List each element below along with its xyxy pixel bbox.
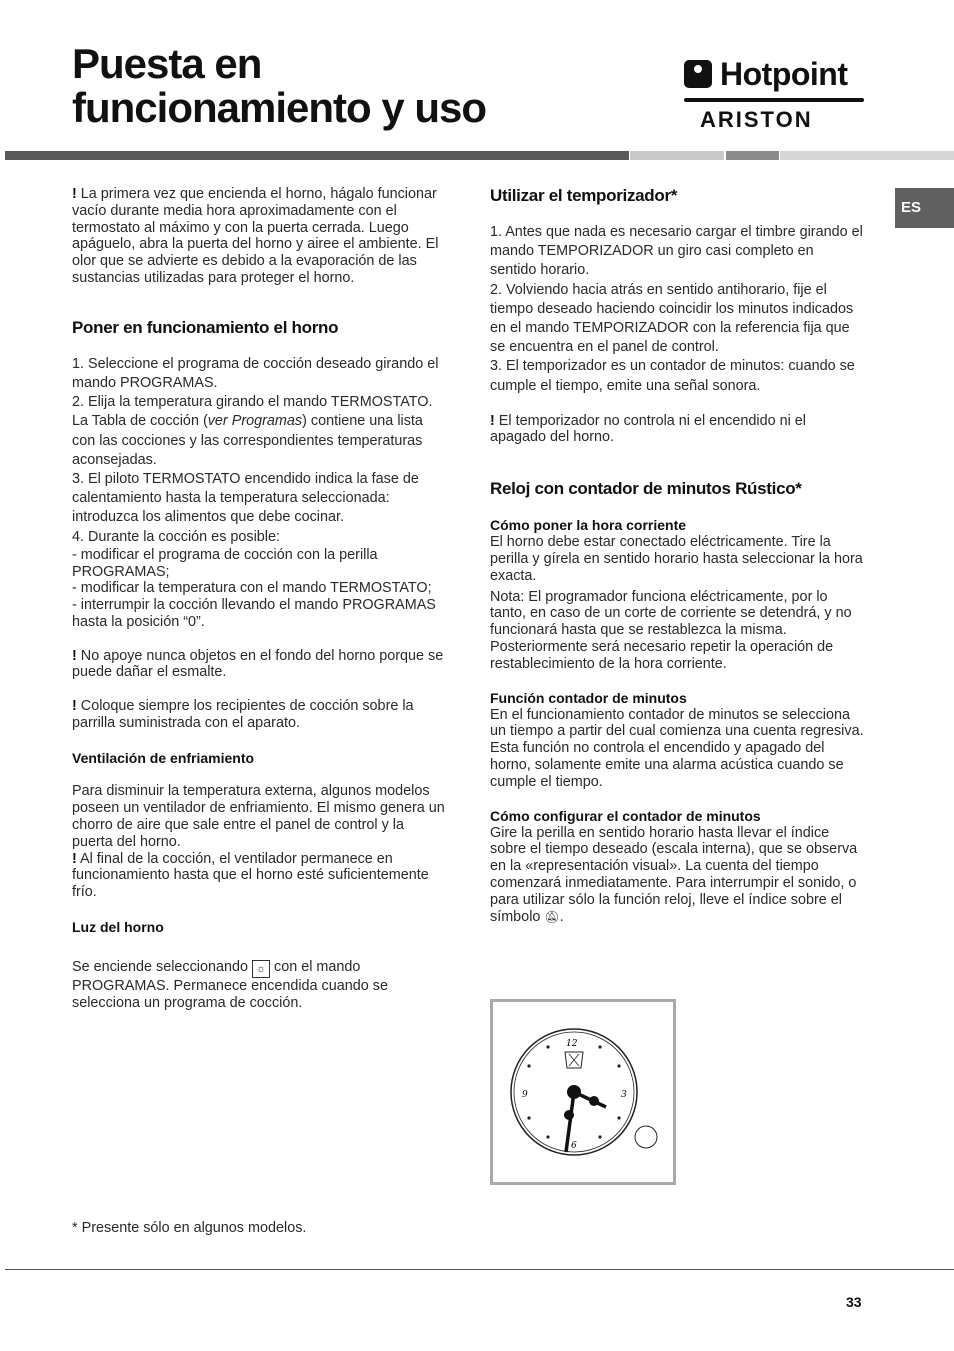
dial-number-9: 9 bbox=[522, 1090, 528, 1100]
dial-tick bbox=[546, 1045, 549, 1048]
page-title-line1: Puesta en bbox=[72, 40, 262, 87]
timer-title: Utilizar el temporizador* bbox=[490, 186, 678, 205]
start-oven-steps bbox=[72, 355, 446, 547]
timer-step-2: 2. Volviendo hacia atrás en sentido antihorario, fije el tiempo deseado haciendo coincidir los minutos indicados en el mando TEMPORIZADOR con la referencia fija que se encuentra en el panel de control. bbox=[490, 281, 854, 356]
step-4-c: - interrumpir la cocción llevando el mando PROGRAMAS hasta la posición “0”. bbox=[72, 597, 436, 630]
brand-logo bbox=[684, 56, 864, 136]
header-bar-end bbox=[780, 151, 954, 160]
section-title-start-oven: Poner en funcionamiento el horno bbox=[72, 317, 339, 337]
warning-mark: ! bbox=[72, 186, 77, 202]
header-bar-mid bbox=[726, 151, 779, 160]
dial-tick bbox=[527, 1064, 530, 1067]
configure-counter-title: Cómo configurar el contador de minutos bbox=[490, 807, 761, 824]
set-time-title: Cómo poner la hora corriente bbox=[490, 517, 687, 534]
page-number: 33 bbox=[846, 1294, 862, 1310]
configure-counter-text: Gire la perilla en sentido horario hasta llevar el índice sobre el tiempo deseado (escala interna), que se observa en la «representación visual». La cuenta del tiempo comenzará inmediatamente. Para interrumpir el sonido, o para utilizar sólo la función reloj, lleve el índice sobre el símbolo 🔕︎. bbox=[490, 824, 858, 925]
step-1: 1. Seleccione el programa de cocción deseado girando el mando PROGRAMAS. bbox=[72, 355, 439, 391]
minute-counter-text: En el funcionamiento contador de minutos se selecciona un tiempo a partir del cual comienza una cuenta regresiva. Esta función no controla el encendido y apagado del horno, solamente emite una alarma acústica cuando se cumple el tiempo. bbox=[490, 706, 864, 790]
warning-rack: ! Coloque siempre los recipientes de cocción sobre la parrilla suministrada con el aparato. bbox=[72, 697, 414, 731]
brand-divider bbox=[684, 98, 864, 102]
clock-title: Reloj con contador de minutos Rústico* bbox=[490, 479, 802, 499]
dial-tick bbox=[598, 1045, 601, 1048]
page-title bbox=[72, 42, 486, 130]
right-column bbox=[490, 186, 864, 925]
vent-warning: ! Al final de la cocción, el ventilador permanece en funcionamiento hasta que el horno esté suficientemente frío. bbox=[72, 850, 429, 901]
light-title: Luz del horno bbox=[72, 918, 164, 935]
clock-illustration bbox=[490, 999, 676, 1185]
header-bar-light bbox=[630, 151, 724, 160]
warning-enamel: ! No apoye nunca objetos en el fondo del horno porque se puede dañar el esmalte. bbox=[72, 647, 444, 681]
dial-tick bbox=[546, 1135, 549, 1138]
timer-warning: ! El temporizador no controla ni el encendido ni el apagado del horno. bbox=[490, 412, 806, 446]
light-text: Se enciende seleccionando ☼ con el mando PROGRAMAS. Permanece encendida cuando se selecciona un programa de cocción. bbox=[72, 958, 388, 1011]
step-4-b: - modificar la temperatura con el mando TERMOSTATO; bbox=[72, 580, 432, 597]
dial-tick bbox=[617, 1064, 620, 1067]
brand-name: Hotpoint bbox=[720, 56, 848, 92]
bell-off-icon: 🔕︎ bbox=[544, 909, 560, 924]
timer-steps bbox=[490, 223, 864, 396]
dial-tick bbox=[527, 1116, 530, 1119]
set-time-text: El horno debe estar conectado eléctricamente. Tire la perilla y gírela en sentido horario hasta seleccionar la hora exacta. bbox=[490, 534, 863, 584]
intro-text: La primera vez que encienda el horno, hágalo funcionar vacío durante media hora aproximadamente con el termostato al máximo y con la puerta cerrada. Luego apáguelo, abra la puerta del horno y airee el ambiente. El olor que se advierte es debido a la evaporación de las sustancias utilizadas para proteger el horno. bbox=[72, 186, 439, 286]
minute-counter-title: Función contador de minutos bbox=[490, 689, 687, 706]
footer-rule bbox=[5, 1269, 954, 1270]
step-2: 2. Elija la temperatura girando el mando TERMOSTATO. La Tabla de cocción (ver Programas) contiene una lista con las cocciones y las correspondientes temperaturas aconsejadas. bbox=[72, 394, 433, 468]
step-4: 4. Durante la cocción es posible: bbox=[72, 528, 280, 545]
dial-tick bbox=[617, 1116, 620, 1119]
clock-knob bbox=[635, 1126, 657, 1148]
step-3: 3. El piloto TERMOSTATO encendido indica la fase de calentamiento hasta la temperatura seleccionada: introduzca los alimentos que debe cocinar. bbox=[72, 471, 419, 526]
vent-title: Ventilación de enfriamiento bbox=[72, 749, 255, 766]
power-note: Nota: El programador funciona eléctricamente, por lo tanto, en caso de un corte de corriente se detendrá, y no funcionará hasta que se restablezca la misma. Posteriormente será necesario repetir la operación de restablecimiento de la hora corriente. bbox=[490, 588, 852, 672]
intro-paragraph bbox=[72, 186, 446, 287]
dial-number-12: 12 bbox=[566, 1039, 578, 1049]
brand-mark-icon bbox=[684, 60, 712, 88]
header-bar-dark bbox=[5, 151, 629, 160]
vent-text: Para disminuir la temperatura externa, algunos modelos poseen un ventilador de enfriamiento. El mismo genera un chorro de aire que sale entre el panel de control y la puerta del horno. bbox=[72, 783, 445, 850]
timer-step-1: 1. Antes que nada es necesario cargar el timbre girando el mando TEMPORIZADOR un giro casi completo en sentido horario. bbox=[490, 224, 863, 279]
language-tab: ES bbox=[895, 188, 954, 228]
timer-step-3: 3. El temporizador es un contador de minutos: cuando se cumple el tiempo, emite una señal sonora. bbox=[490, 358, 855, 394]
footnote: * Presente sólo en algunos modelos. bbox=[72, 1220, 307, 1236]
dial-tick bbox=[598, 1135, 601, 1138]
dial-number-3: 3 bbox=[621, 1090, 627, 1100]
step-4-a: - modificar el programa de cocción con la perilla PROGRAMAS; bbox=[72, 546, 378, 580]
clock-dial-icon bbox=[493, 1002, 673, 1182]
left-column bbox=[72, 186, 446, 1012]
brand-subname: ARISTON bbox=[700, 107, 813, 132]
page-title-line2: funcionamiento y uso bbox=[72, 84, 487, 131]
oven-light-icon: ☼ bbox=[252, 960, 270, 978]
dial-number-6: 6 bbox=[571, 1141, 577, 1151]
